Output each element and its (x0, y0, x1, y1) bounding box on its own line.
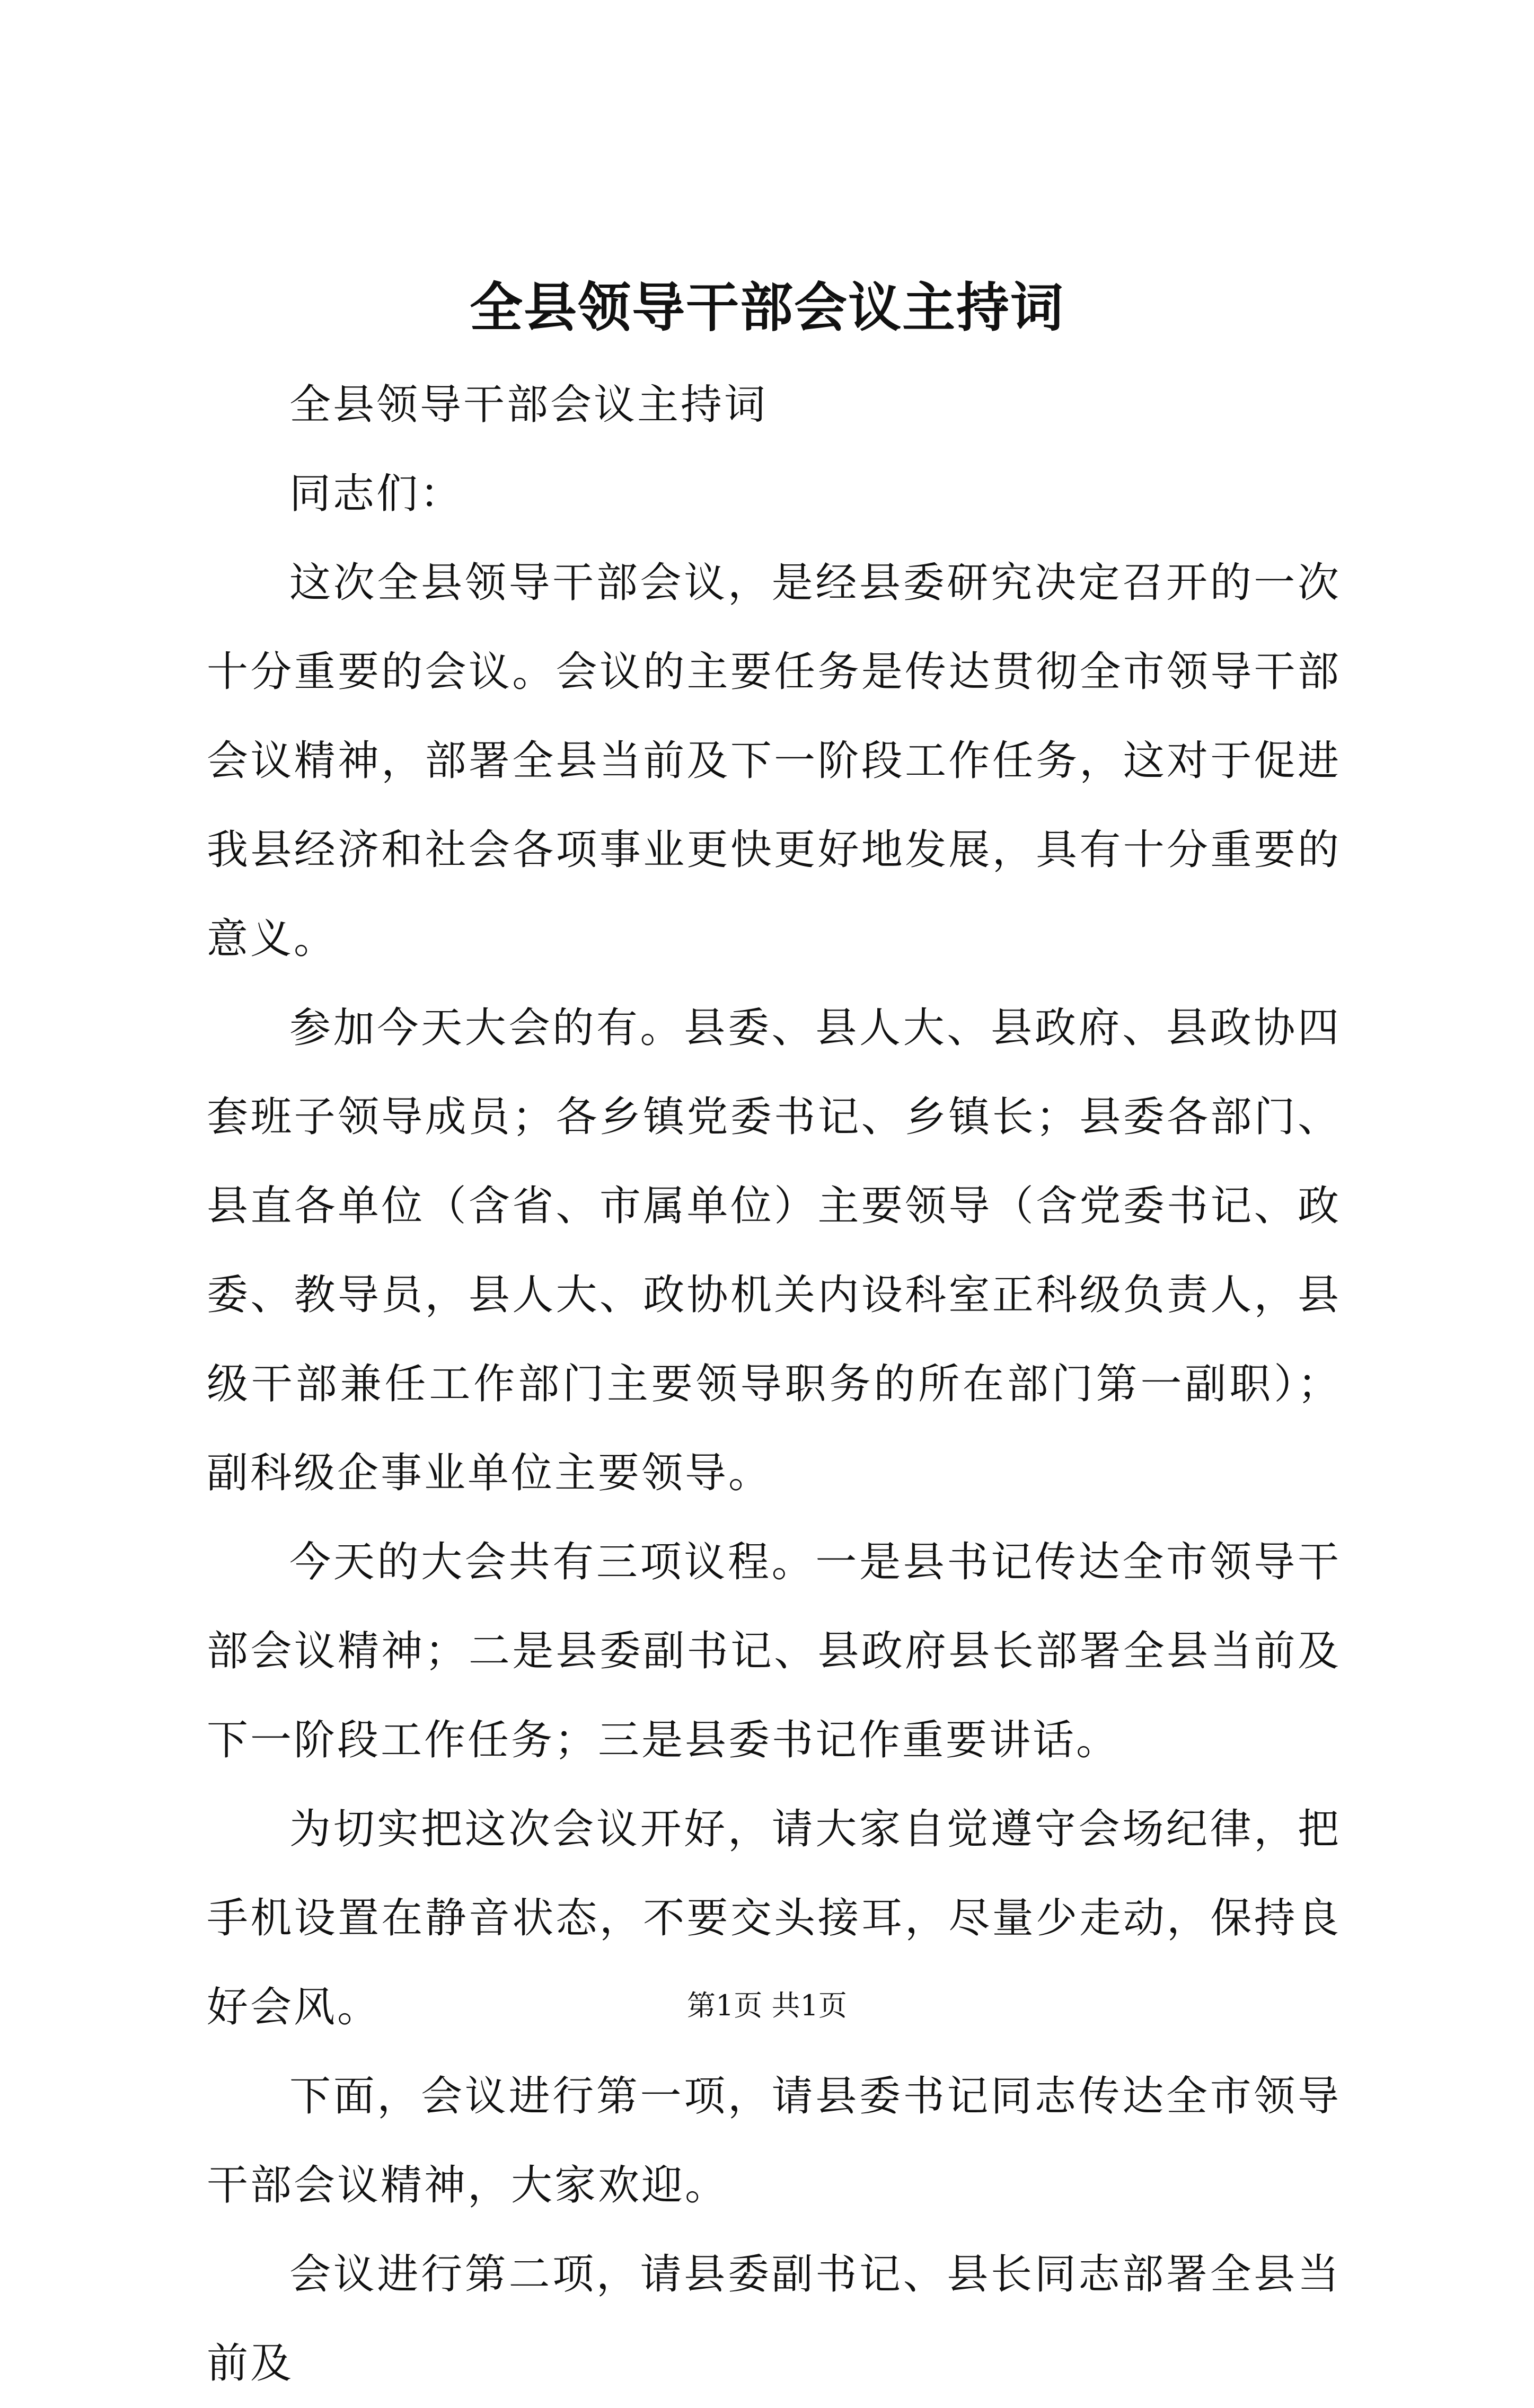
document-body (207, 360, 1341, 2408)
paragraph-subtitle: 全县领导干部会议主持词 (289, 381, 768, 429)
paragraph-item-one: 下面，会议进行第一项，请县委书记同志传达全市领导干部会议精神，大家欢迎。 (207, 2073, 1341, 2209)
paragraph-item-two: 会议进行第二项，请县委副书记、县长同志部署全县当前及 (207, 2251, 1341, 2387)
paragraph-salutation: 同志们： (289, 470, 464, 518)
document-title: 全县领导干部会议主持词 (470, 276, 1064, 339)
paragraph-agenda: 今天的大会共有三项议程。一是县书记传达全市领导干部会议精神；二是县委副书记、县政府县长部署全县当前及下一阶段工作任务；三是县委书记作重要讲话。 (207, 1538, 1341, 1764)
paragraph-intro: 这次全县领导干部会议，是经县委研究决定召开的一次十分重要的会议。会议的主要任务是传达贯彻全市领导干部会议精神，部署全县当前及下一阶段工作任务，这对于促进我县经济和社会各项事业更快更好地发展，具有十分重要的意义。 (207, 559, 1341, 963)
page-footer: 第1页 共1页 (687, 1989, 847, 2022)
paragraph-discipline: 为切实把这次会议开好，请大家自觉遵守会场纪律，把手机设置在静音状态，不要交头接耳，尽量少走动，保持良好会风。 (207, 1805, 1341, 2031)
paragraph-attendees: 参加今天大会的有。县委、县人大、县政府、县政协四套班子领导成员；各乡镇党委书记、乡镇长；县委各部门、县直各单位（含省、市属单位）主要领导（含党委书记、政委、教导员，县人大、政协机关内设科室正科级负责人，县级干部兼任工作部门主要领导职务的所在部门第一副职）；副科级企事业单位主要领导。 (207, 1004, 1341, 1497)
